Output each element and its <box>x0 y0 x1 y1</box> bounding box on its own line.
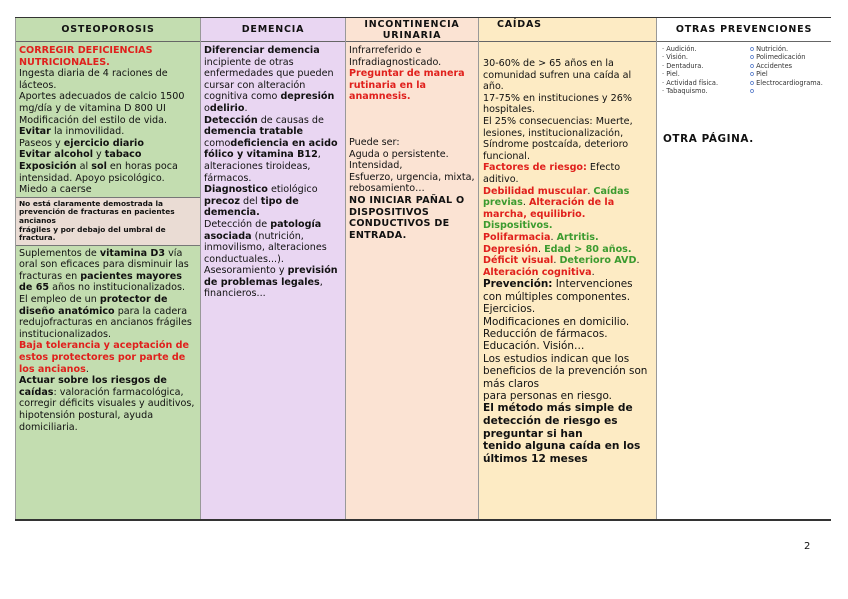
text: como <box>204 137 231 149</box>
text: Tabaquismo. <box>666 87 708 96</box>
text <box>204 219 342 265</box>
text: Suplementos de <box>19 247 100 259</box>
text: vía oral son eficaces para disminuir las fracturas en <box>19 247 189 282</box>
text: Ingesta diaria de 4 raciones de lácteos. <box>19 68 168 91</box>
text: Detección de <box>204 218 271 230</box>
text: CORREGIR DEFICIENCIAS NUTRICIONALES. <box>19 45 153 68</box>
text <box>19 340 197 375</box>
text: del <box>239 195 261 207</box>
text: vitamina D3 <box>99 247 166 259</box>
text: sol <box>91 160 107 172</box>
text <box>19 294 197 340</box>
text: . <box>538 243 545 255</box>
text: previsión de problemas legales <box>204 265 338 288</box>
text: para personas en riesgo. <box>483 389 612 402</box>
text <box>19 138 197 150</box>
text: Asesoramiento y <box>204 265 288 277</box>
text: . <box>587 185 594 197</box>
column-demencia <box>200 18 345 519</box>
column-incontinencia <box>345 18 478 519</box>
text: El método más simple de detección de riesgo es preguntar si han <box>483 402 633 440</box>
text: deficiencia en acido fólico y vitamina B12 <box>204 137 338 161</box>
text: Miedo a caerse <box>19 184 92 196</box>
text <box>19 375 197 433</box>
bullet-item: · Actividad física. <box>662 78 719 87</box>
text: . <box>636 255 640 267</box>
text: tipo de demencia. <box>204 195 299 219</box>
text: Aguda o persistente. <box>349 148 449 160</box>
text: Educación. Visión… <box>483 340 585 353</box>
text: al <box>76 160 92 172</box>
header-incontinencia: INCONTINENCIA URINARIA <box>346 18 478 42</box>
text: . <box>591 266 595 278</box>
text: Audición. <box>666 45 697 53</box>
header-osteoporosis: OSTEOPOROSIS <box>16 18 200 42</box>
text: NO INICIAR PAÑAL O DISPOSITIVOS CONDUCTIVOS DE ENTRADA. <box>349 194 465 241</box>
text: la inmovilidad. <box>50 126 125 138</box>
text: Alteración cognitiva <box>483 266 592 278</box>
incontinencia-body <box>346 42 478 241</box>
text <box>19 126 197 138</box>
text: (nutrición, inmovilismo, alteraciones conductuales...). <box>204 230 327 265</box>
text: incipiente de otras enfermedades que pueden cursar con alteración cognitiva como <box>204 56 334 103</box>
bullet-item <box>750 79 830 87</box>
text: Debilidad muscular <box>483 185 588 197</box>
osteoporosis-body <box>16 42 200 433</box>
bullet-item: · Tabaquismo. <box>662 87 708 96</box>
text: delirio <box>209 102 245 114</box>
text: Visión. <box>666 53 688 62</box>
text: Polimedicación <box>756 53 806 62</box>
text <box>19 248 197 294</box>
text: años no institucionalizados. <box>49 282 186 294</box>
text: tenido alguna caída en los últimos 12 meses <box>483 440 641 465</box>
caidas-body <box>479 42 656 465</box>
text: de causas de <box>257 114 324 126</box>
bullet-item: · Audición. <box>662 45 697 53</box>
text: Esfuerzo, urgencia, mixta, rebosamiento… <box>349 171 475 195</box>
bullet-item <box>750 62 830 70</box>
text: , financieros... <box>204 276 323 300</box>
text: Baja tolerancia y aceptación de estos protectores por parte de los ancianos <box>19 340 189 375</box>
text: Electrocardiograma. <box>756 78 823 87</box>
header-demencia: DEMENCIA <box>201 18 345 42</box>
text: Alteración de la marcha, equilibrio. <box>483 197 615 220</box>
header-caidas: CAÍDAS <box>479 18 656 42</box>
text <box>483 255 653 267</box>
text: Puede ser: <box>349 136 400 148</box>
bullet-dot-icon: o <box>750 78 757 87</box>
text: Déficit visual <box>483 255 554 267</box>
note-text: No está claramente demostrada la prevención de fracturas en pacientes ancianos <box>19 198 175 225</box>
text: Depresión <box>483 243 538 255</box>
text: Diagnostico <box>204 184 268 196</box>
text: . <box>85 363 89 375</box>
text: Ejercicios. <box>483 303 536 316</box>
text <box>204 265 342 300</box>
text: para la cadera redujofracturas en ancianos frágiles institucionalizados. <box>19 305 192 340</box>
text: Intervenciones con múltiples componentes. <box>483 278 633 303</box>
text <box>483 267 653 279</box>
text: Dispositivos. <box>483 220 553 232</box>
text: Detección <box>204 114 258 126</box>
text: Edad > 80 años. <box>544 243 632 255</box>
text: demencia tratable <box>204 126 304 138</box>
text <box>483 232 653 244</box>
text: 17-75% en instituciones y 26% hospitales. <box>483 92 632 116</box>
bullet-item <box>750 87 830 95</box>
text: Evitar alcohol <box>19 149 93 161</box>
text: El 25% consecuencias: Muerte, lesiones, institucionalización, Síndrome postcaída, deterioro funcional. <box>483 115 633 162</box>
text: Deterioro AVD <box>559 255 637 267</box>
text: Aportes adecuados de calcio 1500 mg/día y de vitamina D 800 UI <box>19 91 185 114</box>
text: Piel. <box>666 70 680 79</box>
text: Prevención: <box>483 278 553 291</box>
text: tabaco <box>104 149 142 161</box>
text: . <box>550 231 557 243</box>
text: Paseos y <box>19 137 64 149</box>
column-otras-prevenciones <box>656 18 831 519</box>
header-otras-prevenciones: OTRAS PREVENCIONES <box>657 18 831 42</box>
column-osteoporosis <box>15 18 200 519</box>
text: . <box>522 197 529 209</box>
text: Factores de riesgo: <box>483 162 587 174</box>
text: Diferenciar demencia <box>204 45 320 56</box>
bullet-dot-icon: o <box>750 53 757 62</box>
text <box>19 149 197 161</box>
text: en horas poca intensidad. Apoyo psicológico. <box>19 160 178 184</box>
text: pacientes mayores de 65 <box>19 270 182 294</box>
text: . <box>244 102 248 114</box>
bullet-item: · Piel. <box>662 70 680 79</box>
text: ejercicio diario <box>63 137 144 149</box>
text <box>483 278 653 303</box>
text: Nutrición. <box>756 45 789 53</box>
text: Dentadura. <box>666 61 704 70</box>
bullet-dot-icon: o <box>750 70 757 79</box>
text: o <box>204 102 210 114</box>
bullet-item: · Visión. <box>662 53 688 62</box>
text: Polifarmacia <box>483 231 551 243</box>
text: Preguntar de manera rutinaria en la anamnesis. <box>349 68 465 103</box>
text: Actividad física. <box>666 78 719 87</box>
prevention-table <box>15 17 831 521</box>
text: precoz <box>204 195 240 207</box>
text: protector de diseño anatómico <box>19 294 168 317</box>
bullet-dot-icon: o <box>750 87 755 96</box>
text <box>19 161 197 184</box>
page-number: 2 <box>804 541 811 552</box>
text: patología asociada <box>204 218 322 242</box>
evidence-note <box>16 197 200 246</box>
text: , alteraciones tiroideas, fármacos. <box>204 149 321 184</box>
text: y <box>92 149 105 161</box>
text: depresión <box>280 91 335 103</box>
text: Modificación del estilo de vida. <box>19 114 168 126</box>
bullet-item <box>750 45 830 53</box>
bullet-item: · Dentadura. <box>662 61 704 70</box>
text: Infrarreferido e Infradiagnosticado. <box>349 45 442 68</box>
text <box>204 45 342 115</box>
text: Intensidad, <box>349 160 403 172</box>
text: Actuar sobre los riesgos de caídas <box>19 375 167 398</box>
text <box>483 162 653 185</box>
bullet-item <box>750 53 830 61</box>
text: Evitar <box>19 126 51 138</box>
text: Los estudios indican que los beneficios de la prevención son más claros <box>483 352 648 390</box>
text: 30-60% de > 65 años en la comunidad sufren una caída al año. <box>483 58 632 93</box>
column-caidas <box>478 18 656 519</box>
demencia-body <box>201 42 345 300</box>
bullet-item <box>750 70 830 78</box>
text: Accidentes <box>756 61 793 70</box>
text: Efecto aditivo. <box>483 162 621 185</box>
text: Caídas previas <box>483 185 630 209</box>
text: . <box>553 255 560 267</box>
text <box>483 244 653 256</box>
text: Reducción de fármacos. <box>483 327 608 340</box>
spacer <box>349 103 475 137</box>
text: El empleo de un <box>19 294 100 306</box>
text <box>204 115 342 185</box>
text: etiológico <box>267 184 318 196</box>
text: Exposición <box>19 160 77 172</box>
text: : valoración farmacológica, corregir déficits visuales y auditivos, hipotensión postural, ayuda domiciliaria. <box>19 386 195 433</box>
note-text: frágiles y por debajo del umbral de fractura. <box>19 224 166 243</box>
text <box>204 184 342 219</box>
bullet-dot-icon: o <box>750 61 757 70</box>
prevention-bullets <box>657 42 831 95</box>
text <box>483 186 653 221</box>
text: Modificaciones en domicilio. <box>483 315 630 328</box>
text: Piel <box>756 70 768 79</box>
bullet-dot-icon: o <box>750 45 757 53</box>
other-page-label: OTRA PÁGINA. <box>663 133 754 146</box>
text: Artritis. <box>556 231 599 243</box>
